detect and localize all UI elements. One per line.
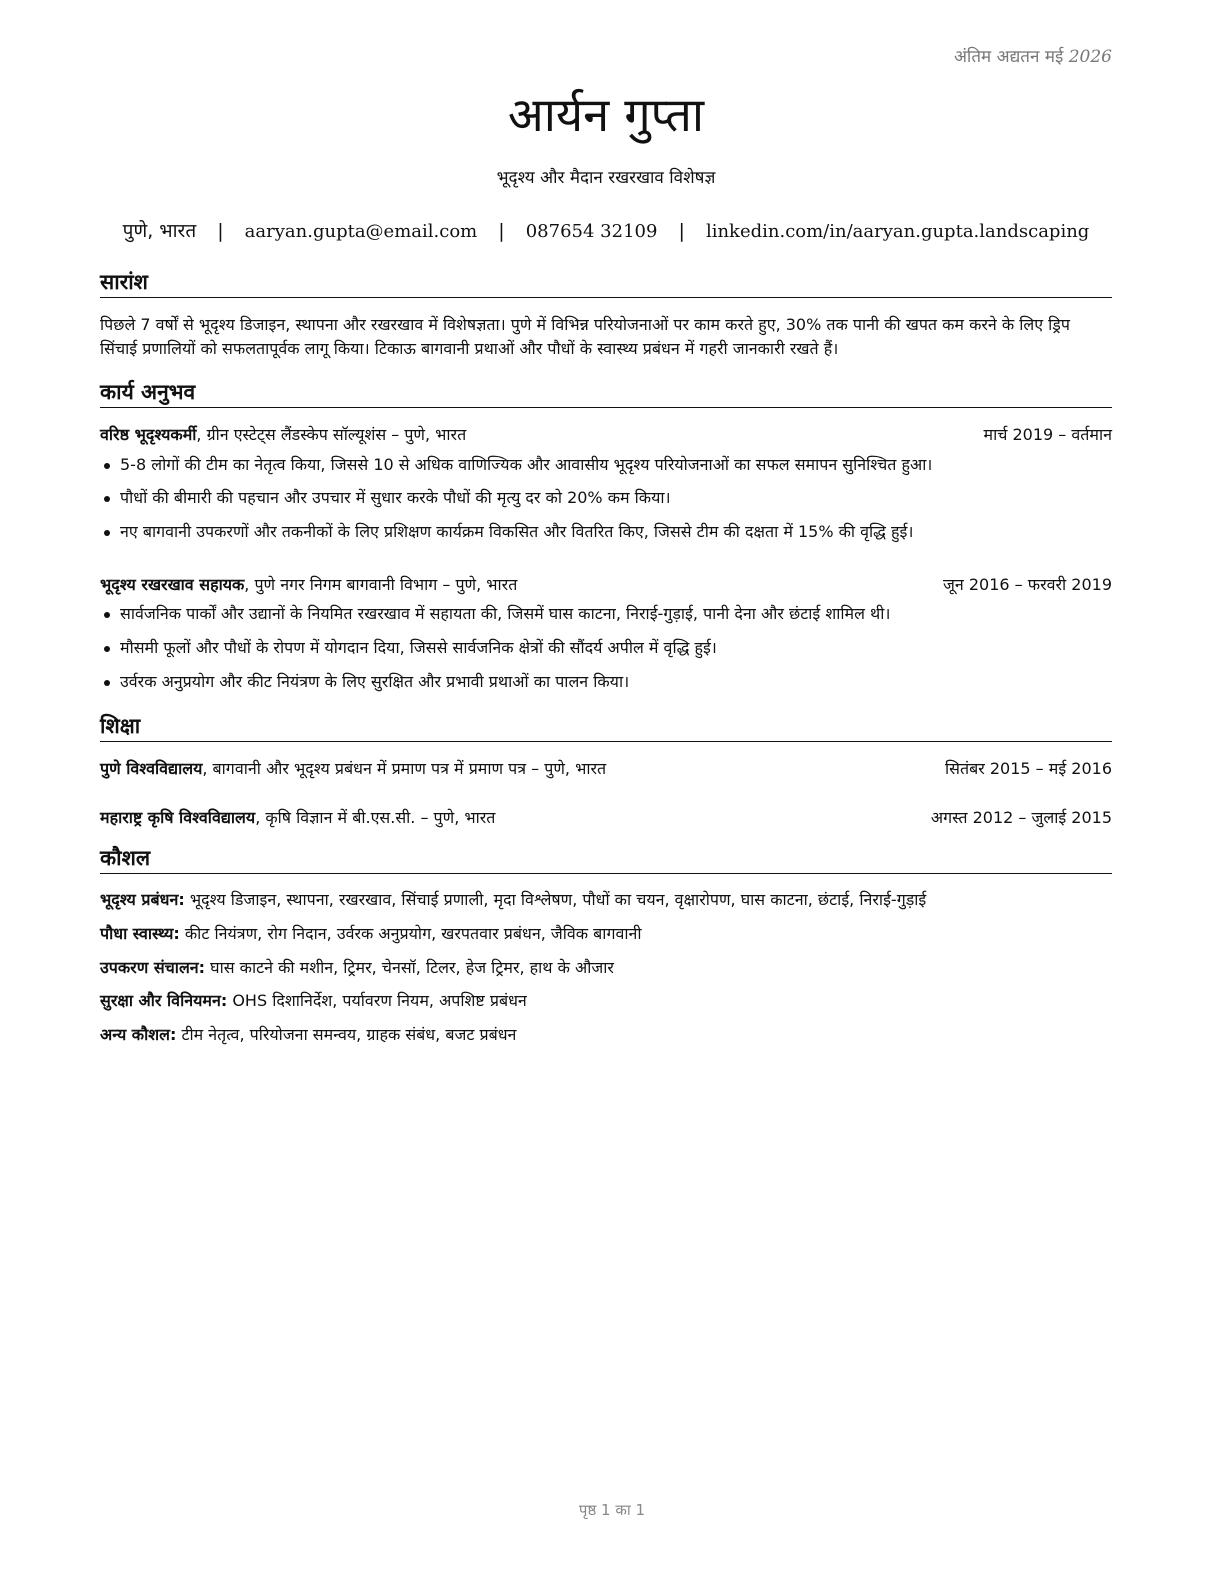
skill-label: अन्य कौशल: (100, 1025, 177, 1044)
education-entry (100, 757, 1112, 781)
skill-label: उपकरण संचालन: (100, 958, 206, 977)
job-bullet: 5-8 लोगों की टीम का नेतृत्व किया, जिससे 10 से अधिक वाणिज्यिक और आवासीय भूदृश्य परियोजनाओं का सफल समापन सुनिश्चित हुआ। (100, 453, 1112, 477)
contact-separator: | (678, 220, 685, 242)
skill-line (100, 888, 1112, 912)
education-detail: , बागवानी और भूदृश्य प्रबंधन में प्रमाण पत्र में प्रमाण पत्र – पुणे, भारत (202, 759, 607, 778)
job-role: भूदृश्य रखरखाव सहायक (100, 575, 245, 594)
job-bullet: मौसमी फूलों और पौधों के रोपण में योगदान दिया, जिससे सार्वजनिक क्षेत्रों की सौंदर्य अपील में वृद्धि हुई। (100, 636, 1112, 660)
skill-label: पौधा स्वास्थ्य: (100, 924, 180, 943)
section-heading-skills: कौशल (100, 844, 1112, 874)
skill-value: कीट नियंत्रण, रोग निदान, उर्वरक अनुप्रयोग, खरपतवार प्रबंधन, जैविक बागवानी (179, 924, 642, 943)
skill-value: टीम नेतृत्व, परियोजना समन्वय, ग्राहक संबंध, बजट प्रबंधन (176, 1025, 517, 1044)
skill-value: OHS दिशानिर्देश, पर्यावरण नियम, अपशिष्ट प्रबंधन (227, 991, 527, 1010)
job-dates: जून 2016 – फरवरी 2019 (943, 575, 1112, 594)
job-organization: , पुणे नगर निगम बागवानी विभाग – पुणे, भारत (244, 575, 518, 594)
skill-value: घास काटने की मशीन, ट्रिमर, चेनसॉ, टिलर, हेज ट्रिमर, हाथ के औजार (205, 958, 614, 977)
contact-phone[interactable]: 087654 32109 (525, 221, 658, 242)
education-school: पुणे विश्वविद्यालय (100, 759, 203, 778)
education-detail: , कृषि विज्ञान में बी.एस.सी. – पुणे, भारत (255, 808, 496, 827)
job-entry-header (100, 573, 1112, 597)
job-bullet: पौधों की बीमारी की पहचान और उपचार में सुधार करके पौधों की मृत्यु दर को 20% कम किया। (100, 486, 1112, 510)
job-entry-header (100, 423, 1112, 447)
education-entry (100, 806, 1112, 830)
section-heading-summary: सारांश (100, 268, 1112, 298)
skill-label: भूदृश्य प्रबंधन: (100, 890, 185, 909)
contact-location: पुणे, भारत (122, 220, 197, 242)
contact-email[interactable]: aaryan.gupta@email.com (244, 221, 478, 242)
job-organization: , ग्रीन एस्टेट्स लैंडस्केप सॉल्यूशंस – पुणे, भारत (196, 425, 467, 444)
education-dates: अगस्त 2012 – जुलाई 2015 (930, 808, 1112, 827)
contact-line (100, 217, 1112, 246)
contact-linkedin[interactable]: linkedin.com/in/aaryan.gupta.landscaping (705, 221, 1090, 242)
job-bullet: उर्वरक अनुप्रयोग और कीट नियंत्रण के लिए सुरक्षित और प्रभावी प्रथाओं का पालन किया। (100, 670, 1112, 694)
skill-line (100, 1023, 1112, 1047)
job-role: वरिष्ठ भूदृश्यकर्मी (100, 425, 197, 444)
skill-label: सुरक्षा और विनियमन: (100, 991, 228, 1010)
job-bullet: नए बागवानी उपकरणों और तकनीकों के लिए प्रशिक्षण कार्यक्रम विकसित और वितरित किए, जिससे टीम की दक्षता में 15% की वृद्धि हुई। (100, 520, 1112, 544)
contact-separator: | (498, 220, 505, 242)
candidate-name: आर्यन गुप्ता (507, 88, 705, 143)
last-updated-label: अंतिम अद्यतन मई (953, 47, 1064, 67)
summary-text: पिछले 7 वर्षों से भूदृश्य डिजाइन, स्थापना और रखरखाव में विशेषज्ञता। पुणे में विभिन्न परियोजनाओं पर काम करते हुए, 30% तक पानी की खपत कम करने के लिए ड्रिप सिंचाई प्रणालियों को सफलतापूर्वक लागू किया। टिकाऊ बागवानी प्रथाओं और पौधों के स्वास्थ्य प्रबंधन में गहरी जानकारी रखते हैं। (100, 315, 1070, 358)
candidate-title: भूदृश्य और मैदान रखरखाव विशेषज्ञ (496, 168, 716, 188)
job-bullet: सार्वजनिक पार्कों और उद्यानों के नियमित रखरखाव में सहायता की, जिसमें घास काटना, निराई-गुड़ाई, पानी देना और छंटाई शामिल थी। (100, 602, 1112, 626)
last-updated-year: 2026 (1068, 47, 1112, 67)
skill-value: भूदृश्य डिजाइन, स्थापना, रखरखाव, सिंचाई प्रणाली, मृदा विश्लेषण, पौधों का चयन, वृक्षारोपण, घास काटना, छंटाई, निराई-गुड़ाई (184, 890, 927, 909)
section-heading-experience: कार्य अनुभव (100, 378, 1112, 408)
job-dates: मार्च 2019 – वर्तमान (983, 425, 1112, 444)
section-heading-education: शिक्षा (100, 712, 1112, 742)
skill-line (100, 956, 1112, 980)
page-number: पृष्ठ 1 का 1 (578, 1501, 646, 1519)
education-school: महाराष्ट्र कृषि विश्वविद्यालय (100, 808, 256, 827)
education-dates: सितंबर 2015 – मई 2016 (945, 759, 1112, 778)
skill-line (100, 922, 1112, 946)
contact-separator: | (217, 220, 224, 242)
skill-line (100, 989, 1112, 1013)
last-updated (954, 44, 1112, 67)
